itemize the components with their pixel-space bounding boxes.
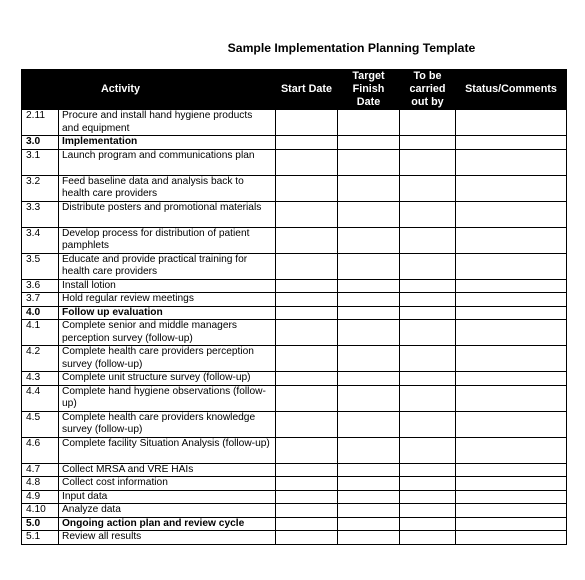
- start-date-cell[interactable]: [276, 110, 338, 136]
- status-comments-cell[interactable]: [456, 201, 567, 227]
- target-finish-date-cell[interactable]: [338, 463, 400, 477]
- status-comments-cell[interactable]: [456, 175, 567, 201]
- carried-out-by-cell[interactable]: [400, 385, 456, 411]
- row-number: 3.4: [22, 227, 59, 253]
- status-comments-cell[interactable]: [456, 110, 567, 136]
- row-number: 4.9: [22, 490, 59, 504]
- row-number: 3.5: [22, 253, 59, 279]
- row-number: 3.7: [22, 293, 59, 307]
- row-number: 4.10: [22, 504, 59, 518]
- table-row: [22, 227, 567, 253]
- carried-out-by-cell[interactable]: [400, 293, 456, 307]
- target-finish-date-cell[interactable]: [338, 517, 400, 531]
- target-finish-date-cell[interactable]: [338, 504, 400, 518]
- target-finish-date-cell[interactable]: [338, 437, 400, 463]
- carried-out-by-cell[interactable]: [400, 477, 456, 491]
- carried-out-by-cell[interactable]: [400, 175, 456, 201]
- activity-cell: Complete health care providers knowledge survey (follow-up): [59, 411, 276, 437]
- table-row: [22, 149, 567, 175]
- row-number: 4.8: [22, 477, 59, 491]
- activity-cell: Collect MRSA and VRE HAIs: [59, 463, 276, 477]
- row-number: 4.5: [22, 411, 59, 437]
- start-date-cell[interactable]: [276, 385, 338, 411]
- activity-cell: Install lotion: [59, 279, 276, 293]
- carried-out-by-cell[interactable]: [400, 437, 456, 463]
- header-status-comments: Status/Comments: [456, 70, 567, 110]
- row-number: 3.6: [22, 279, 59, 293]
- table-row: [22, 372, 567, 386]
- activity-cell: Implementation: [59, 136, 276, 150]
- table-row: [22, 437, 567, 463]
- header-number: [22, 70, 59, 110]
- status-comments-cell[interactable]: [456, 149, 567, 175]
- status-comments-cell[interactable]: [456, 504, 567, 518]
- status-comments-cell[interactable]: [456, 531, 567, 545]
- carried-out-by-cell[interactable]: [400, 504, 456, 518]
- table-row: [22, 175, 567, 201]
- table-row: [22, 253, 567, 279]
- table-row: [22, 346, 567, 372]
- row-number: 2.11: [22, 110, 59, 136]
- target-finish-date-cell[interactable]: [338, 279, 400, 293]
- target-finish-date-cell[interactable]: [338, 411, 400, 437]
- status-comments-cell[interactable]: [456, 463, 567, 477]
- row-number: 4.0: [22, 306, 59, 320]
- activity-cell: Complete unit structure survey (follow-up): [59, 372, 276, 386]
- target-finish-date-cell[interactable]: [338, 306, 400, 320]
- status-comments-cell[interactable]: [456, 227, 567, 253]
- carried-out-by-cell[interactable]: [400, 279, 456, 293]
- target-finish-date-cell[interactable]: [338, 346, 400, 372]
- table-body: [22, 110, 567, 545]
- status-comments-cell[interactable]: [456, 279, 567, 293]
- target-finish-date-cell[interactable]: [338, 372, 400, 386]
- target-finish-date-cell[interactable]: [338, 490, 400, 504]
- carried-out-by-cell[interactable]: [400, 490, 456, 504]
- table-row: [22, 201, 567, 227]
- start-date-cell[interactable]: [276, 372, 338, 386]
- start-date-cell[interactable]: [276, 136, 338, 150]
- carried-out-by-cell[interactable]: [400, 201, 456, 227]
- start-date-cell[interactable]: [276, 411, 338, 437]
- status-comments-cell[interactable]: [456, 490, 567, 504]
- status-comments-cell[interactable]: [456, 136, 567, 150]
- page-title: Sample Implementation Planning Template: [227, 41, 476, 55]
- start-date-cell[interactable]: [276, 320, 338, 346]
- carried-out-by-cell[interactable]: [400, 227, 456, 253]
- activity-cell: Input data: [59, 490, 276, 504]
- activity-cell: Develop process for distribution of patient pamphlets: [59, 227, 276, 253]
- target-finish-date-cell[interactable]: [338, 227, 400, 253]
- status-comments-cell[interactable]: [456, 477, 567, 491]
- row-number: 3.0: [22, 136, 59, 150]
- status-comments-cell[interactable]: [456, 411, 567, 437]
- header-activity: Activity: [59, 70, 276, 110]
- status-comments-cell[interactable]: [456, 320, 567, 346]
- activity-cell: Follow up evaluation: [59, 306, 276, 320]
- table-row: [22, 463, 567, 477]
- row-number: 3.2: [22, 175, 59, 201]
- target-finish-date-cell[interactable]: [338, 531, 400, 545]
- row-number: 4.3: [22, 372, 59, 386]
- activity-cell: Educate and provide practical training for health care providers: [59, 253, 276, 279]
- carried-out-by-cell[interactable]: [400, 306, 456, 320]
- start-date-cell[interactable]: [276, 253, 338, 279]
- carried-out-by-cell[interactable]: [400, 253, 456, 279]
- carried-out-by-cell[interactable]: [400, 320, 456, 346]
- status-comments-cell[interactable]: [456, 306, 567, 320]
- carried-out-by-cell[interactable]: [400, 372, 456, 386]
- table-row: [22, 504, 567, 518]
- start-date-cell[interactable]: [276, 227, 338, 253]
- row-number: 4.1: [22, 320, 59, 346]
- activity-cell: Launch program and communications plan: [59, 149, 276, 175]
- carried-out-by-cell[interactable]: [400, 517, 456, 531]
- start-date-cell[interactable]: [276, 477, 338, 491]
- carried-out-by-cell[interactable]: [400, 149, 456, 175]
- carried-out-by-cell[interactable]: [400, 136, 456, 150]
- status-comments-cell[interactable]: [456, 293, 567, 307]
- header-start-date: Start Date: [276, 70, 338, 110]
- row-number: 4.2: [22, 346, 59, 372]
- table-row: [22, 411, 567, 437]
- start-date-cell[interactable]: [276, 293, 338, 307]
- table-row: [22, 385, 567, 411]
- start-date-cell[interactable]: [276, 517, 338, 531]
- row-number: 5.0: [22, 517, 59, 531]
- implementation-plan-table: [21, 69, 567, 545]
- target-finish-date-cell[interactable]: [338, 149, 400, 175]
- status-comments-cell[interactable]: [456, 253, 567, 279]
- row-number: 3.1: [22, 149, 59, 175]
- table-row: [22, 136, 567, 150]
- table-row: [22, 477, 567, 491]
- status-comments-cell[interactable]: [456, 437, 567, 463]
- row-number: 4.7: [22, 463, 59, 477]
- activity-cell: Complete facility Situation Analysis (follow-up): [59, 437, 276, 463]
- table-row: [22, 490, 567, 504]
- target-finish-date-cell[interactable]: [338, 175, 400, 201]
- activity-cell: Complete health care providers perception survey (follow-up): [59, 346, 276, 372]
- table-row: [22, 110, 567, 136]
- target-finish-date-cell[interactable]: [338, 320, 400, 346]
- start-date-cell[interactable]: [276, 463, 338, 477]
- activity-cell: Hold regular review meetings: [59, 293, 276, 307]
- status-comments-cell[interactable]: [456, 385, 567, 411]
- carried-out-by-cell[interactable]: [400, 110, 456, 136]
- table-row: [22, 306, 567, 320]
- target-finish-date-cell[interactable]: [338, 201, 400, 227]
- target-finish-date-cell[interactable]: [338, 253, 400, 279]
- row-number: 4.4: [22, 385, 59, 411]
- table-row: [22, 293, 567, 307]
- activity-cell: Review all results: [59, 531, 276, 545]
- activity-cell: Collect cost information: [59, 477, 276, 491]
- carried-out-by-cell[interactable]: [400, 346, 456, 372]
- table-header-row: [22, 70, 567, 110]
- start-date-cell[interactable]: [276, 149, 338, 175]
- carried-out-by-cell[interactable]: [400, 411, 456, 437]
- target-finish-date-cell[interactable]: [338, 110, 400, 136]
- carried-out-by-cell[interactable]: [400, 531, 456, 545]
- activity-cell: Ongoing action plan and review cycle: [59, 517, 276, 531]
- target-finish-date-cell[interactable]: [338, 293, 400, 307]
- activity-cell: Analyze data: [59, 504, 276, 518]
- row-number: 5.1: [22, 531, 59, 545]
- activity-cell: Complete senior and middle managers perception survey (follow-up): [59, 320, 276, 346]
- start-date-cell[interactable]: [276, 306, 338, 320]
- start-date-cell[interactable]: [276, 201, 338, 227]
- table-row: [22, 279, 567, 293]
- target-finish-date-cell[interactable]: [338, 477, 400, 491]
- start-date-cell[interactable]: [276, 504, 338, 518]
- start-date-cell[interactable]: [276, 346, 338, 372]
- row-number: 3.3: [22, 201, 59, 227]
- start-date-cell[interactable]: [276, 531, 338, 545]
- start-date-cell[interactable]: [276, 437, 338, 463]
- table-row: [22, 320, 567, 346]
- start-date-cell[interactable]: [276, 175, 338, 201]
- header-target-finish-date: Target Finish Date: [338, 70, 400, 110]
- activity-cell: Complete hand hygiene observations (follow-up): [59, 385, 276, 411]
- activity-cell: Feed baseline data and analysis back to health care providers: [59, 175, 276, 201]
- status-comments-cell[interactable]: [456, 517, 567, 531]
- target-finish-date-cell[interactable]: [338, 385, 400, 411]
- start-date-cell[interactable]: [276, 279, 338, 293]
- header-carried-out-by: To be carried out by: [400, 70, 456, 110]
- activity-cell: Procure and install hand hygiene products and equipment: [59, 110, 276, 136]
- carried-out-by-cell[interactable]: [400, 463, 456, 477]
- table-row: [22, 517, 567, 531]
- table-row: [22, 531, 567, 545]
- start-date-cell[interactable]: [276, 490, 338, 504]
- activity-cell: Distribute posters and promotional materials: [59, 201, 276, 227]
- target-finish-date-cell[interactable]: [338, 136, 400, 150]
- row-number: 4.6: [22, 437, 59, 463]
- status-comments-cell[interactable]: [456, 346, 567, 372]
- status-comments-cell[interactable]: [456, 372, 567, 386]
